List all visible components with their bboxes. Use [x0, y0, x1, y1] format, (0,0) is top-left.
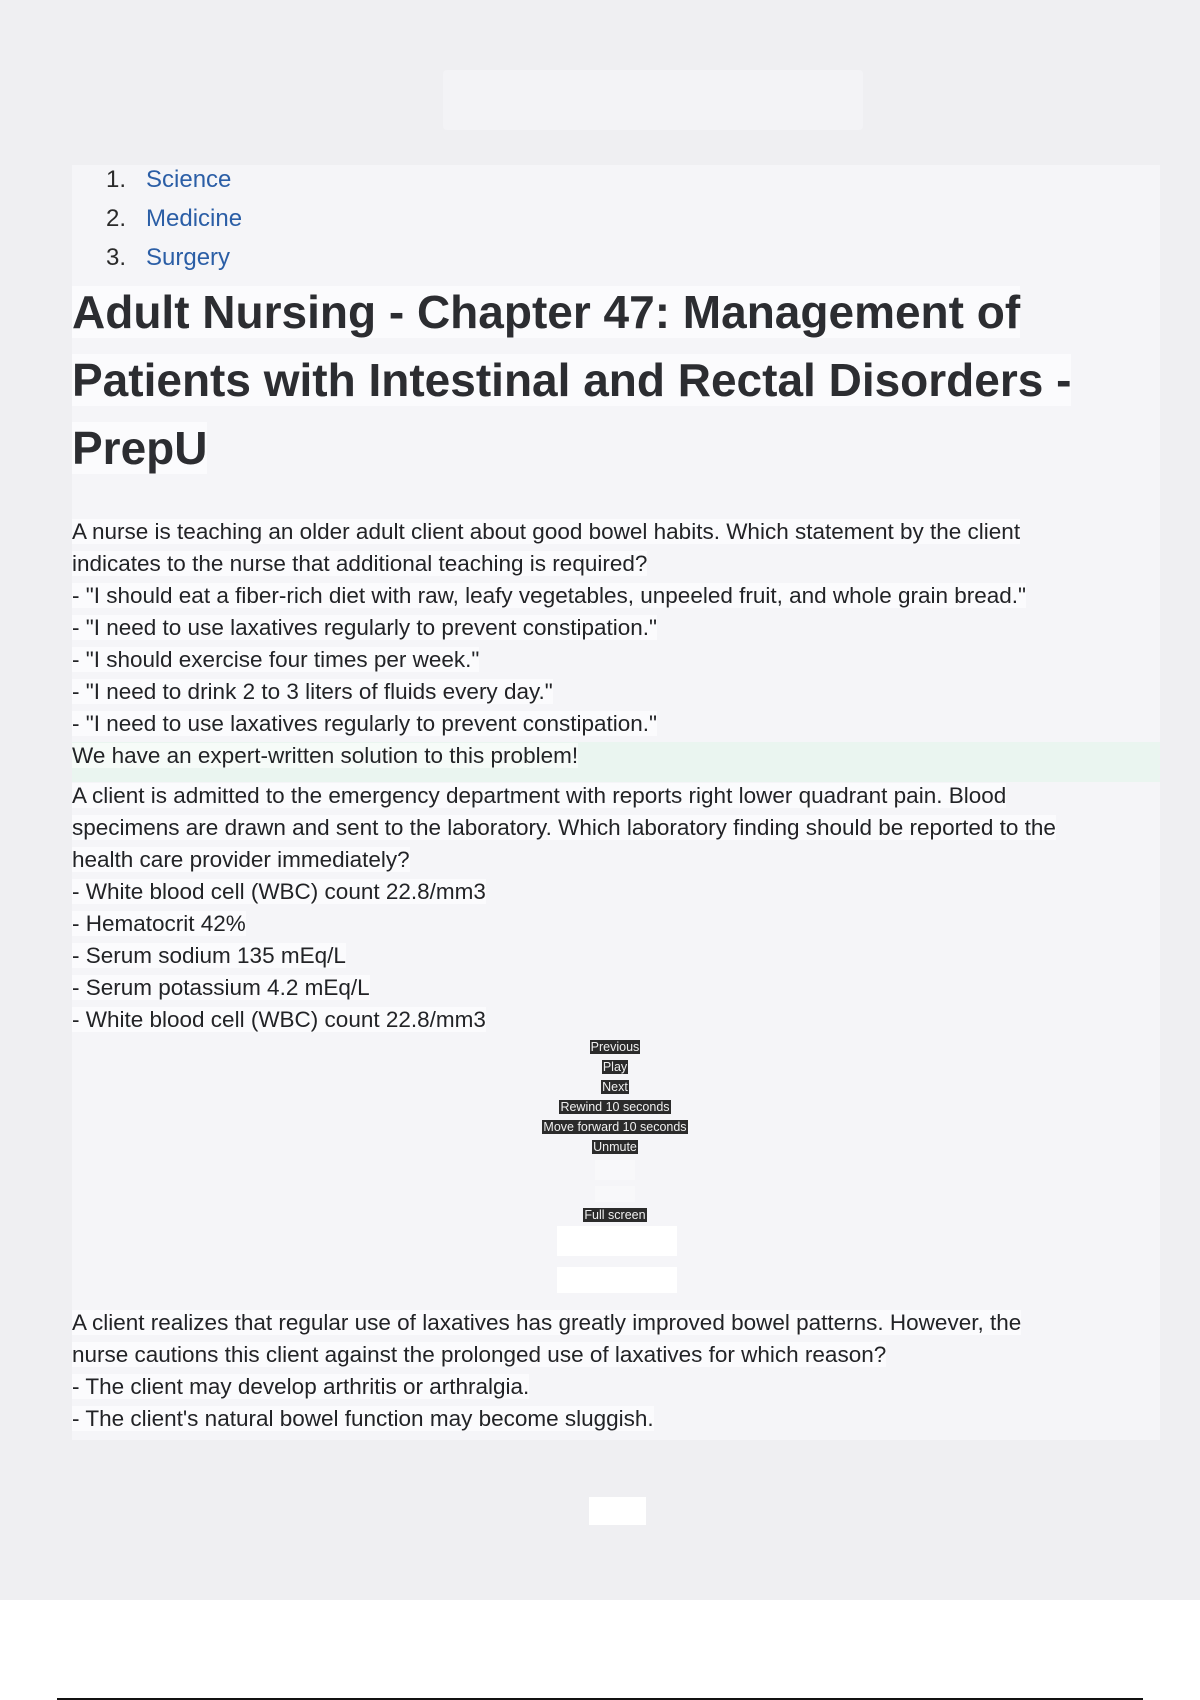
breadcrumb-link-surgery[interactable]: Surgery	[146, 244, 231, 271]
answer-option: - Serum sodium 135 mEq/L	[72, 943, 346, 968]
question-card-2[interactable]	[72, 780, 1162, 1036]
player-volume-slider[interactable]	[595, 1160, 635, 1180]
breadcrumb-number: 3.	[106, 244, 127, 271]
answer-option: - White blood cell (WBC) count 22.8/mm3	[72, 879, 486, 904]
question-card-3[interactable]	[72, 1307, 1162, 1435]
answer-option: - "I should exercise four times per week."	[72, 647, 480, 672]
player-progress-slider[interactable]	[595, 1186, 635, 1202]
question-line: A client is admitted to the emergency department with reports right lower quadrant pain. Blood	[72, 783, 1007, 808]
answer-option: - "I need to drink 2 to 3 liters of fluids every day."	[72, 679, 553, 704]
forward-button[interactable]: Move forward 10 seconds	[543, 1120, 687, 1134]
page-title-line-1: Adult Nursing - Chapter 47: Management of	[72, 286, 1021, 338]
breadcrumb-item-medicine	[106, 199, 242, 238]
breadcrumb-link-science[interactable]: Science	[146, 166, 232, 193]
correct-answer: - "I need to use laxatives regularly to prevent constipation."	[72, 711, 658, 736]
question-line: health care provider immediately?	[72, 847, 410, 872]
page-title-line-2: Patients with Intestinal and Rectal Disorders -	[72, 354, 1072, 406]
next-button[interactable]: Next	[602, 1080, 628, 1094]
unmute-button[interactable]: Unmute	[593, 1140, 637, 1154]
player-blank-panel	[557, 1267, 677, 1293]
breadcrumb-item-surgery	[106, 238, 242, 277]
question-line: nurse cautions this client against the prolonged use of laxatives for which reason?	[72, 1342, 887, 1367]
breadcrumb-number: 1.	[106, 166, 127, 193]
player-blank-panel	[557, 1226, 677, 1256]
answer-option: - The client may develop arthritis or arthralgia.	[72, 1374, 530, 1399]
answer-option: - The client's natural bowel function may become sluggish.	[72, 1406, 654, 1431]
question-card-1[interactable]	[72, 516, 1162, 740]
breadcrumb-item-science	[106, 160, 242, 199]
page-title-line-3: PrepU	[72, 422, 208, 474]
question-line: specimens are drawn and sent to the laboratory. Which laboratory finding should be reported to the	[72, 815, 1056, 840]
question-line: A client realizes that regular use of laxatives has greatly improved bowel patterns. However, the	[72, 1310, 1022, 1335]
question-line: A nurse is teaching an older adult client about good bowel habits. Which statement by the client	[72, 519, 1021, 544]
answer-option: - "I should eat a fiber-rich diet with raw, leafy vegetables, unpeeled fruit, and whole grain bread."	[72, 583, 1027, 608]
breadcrumb-link-medicine[interactable]: Medicine	[146, 205, 243, 232]
expert-solution-banner[interactable]	[72, 742, 1160, 782]
bottom-blank-button[interactable]	[589, 1497, 646, 1525]
play-button[interactable]: Play	[602, 1060, 628, 1074]
answer-option: - Hematocrit 42%	[72, 911, 246, 936]
breadcrumb	[106, 160, 242, 277]
breadcrumb-number: 2.	[106, 205, 127, 232]
expert-solution-text: We have an expert-written solution to this problem!	[72, 743, 579, 768]
previous-button[interactable]: Previous	[590, 1040, 640, 1054]
question-line: indicates to the nurse that additional teaching is required?	[72, 551, 648, 576]
fullscreen-button[interactable]: Full screen	[584, 1208, 646, 1222]
rewind-button[interactable]: Rewind 10 seconds	[560, 1100, 670, 1114]
page-title	[72, 278, 1132, 482]
top-search-bar-placeholder	[443, 70, 863, 130]
answer-option: - "I need to use laxatives regularly to prevent constipation."	[72, 615, 658, 640]
correct-answer: - White blood cell (WBC) count 22.8/mm3	[72, 1007, 486, 1032]
answer-option: - Serum potassium 4.2 mEq/L	[72, 975, 370, 1000]
